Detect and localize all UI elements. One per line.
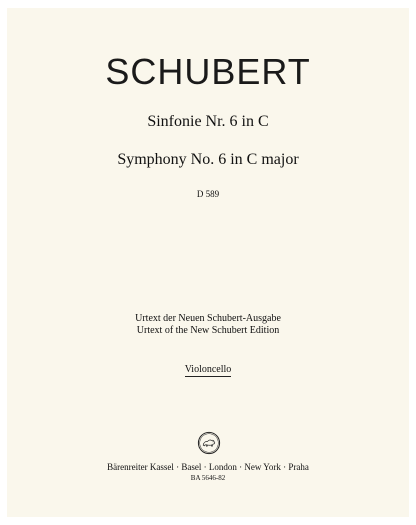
instrument-part (7, 364, 409, 376)
urtext-english: Urtext of the New Schubert Edition (136, 325, 280, 336)
instrument-label: Violoncello (184, 364, 232, 375)
title-german: Sinfonie Nr. 6 in C (147, 113, 269, 130)
urtext-german: Urtext der Neuen Schubert-Ausgabe (135, 313, 281, 324)
score-cover (7, 8, 409, 517)
order-number: BA 5646-82 (190, 474, 226, 482)
composer-name: SCHUBERT (105, 51, 311, 92)
publisher-cities: Bärenreiter Kassel · Basel · London · New York · Praha (107, 462, 309, 472)
baerenreiter-bear-logo-icon (197, 431, 221, 455)
title-english: Symphony No. 6 in C major (117, 151, 299, 168)
catalog-number: D 589 (196, 189, 220, 199)
